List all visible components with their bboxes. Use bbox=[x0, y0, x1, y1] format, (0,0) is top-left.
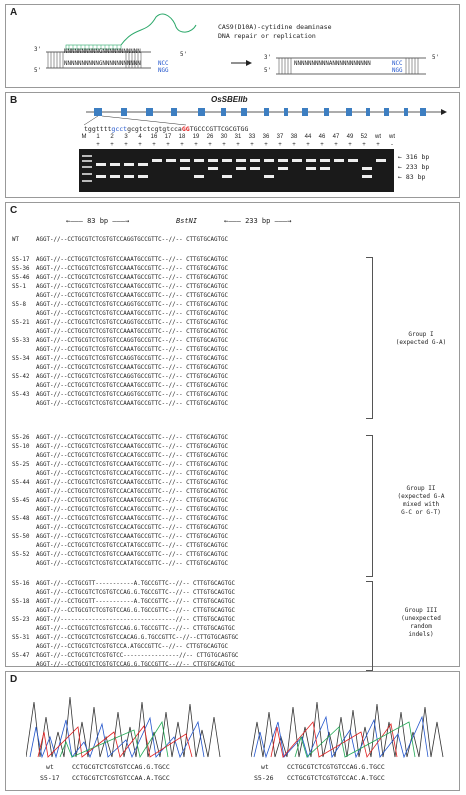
process-label: DNA repair or replication bbox=[218, 32, 316, 40]
sample-sequence: AGGT-//--CCTGCGTCTCGTGTCCAAATGCCGTTC--//-- CTTGTGCAGTGC bbox=[36, 284, 228, 290]
lane-label: 47 bbox=[332, 134, 340, 140]
sample-name: S5-21 bbox=[12, 320, 30, 326]
lane-label: wt bbox=[375, 134, 381, 140]
lane-digest-mark: + bbox=[292, 142, 296, 148]
right-bottom-strand: NNNNNNNNNNANNNNNNNNNNN bbox=[294, 61, 371, 67]
sample-sequence: AGGT-//--CCTGCGTCTCGTGTCCACAG.G.TGCCGTTC--//--CTTGTGCAGTGC bbox=[36, 635, 239, 641]
d-s517-label: S5-17 bbox=[40, 774, 60, 782]
lane-label: 2 bbox=[110, 134, 114, 140]
lane-digest-mark: + bbox=[124, 142, 128, 148]
sample-sequence: AGGT-//--CCTGCGTCTCGTGTCCAAATGCCGTTC--//-- CTTGTGCAGTGC bbox=[36, 462, 228, 468]
sample-sequence: AGGT-//--CCTGCGTCTCGTGTCCAAATGCCGTTC--//-- CTTGTGCAGTGC bbox=[36, 266, 228, 272]
d-wt-seq: CCTGCGTCTCGTGTCCAG.G.TGCC bbox=[72, 763, 170, 771]
sample-name: S5-42 bbox=[12, 374, 30, 380]
sample-name: S5-43 bbox=[12, 392, 30, 398]
lane-digest-mark: + bbox=[362, 142, 366, 148]
left-bottom-strand: NNNNNNNNNNGNNNNNNNNNNN bbox=[64, 61, 141, 67]
panel-d bbox=[5, 671, 460, 791]
sample-sequence: AGGT-//--CCTGCGTCTCGTGTCCAG.G.TGCCGTTC--//-- CTTGTGCAGTGC bbox=[36, 626, 235, 632]
sample-sequence: AGGT-//--CCTGCGTCTCGTGTCCAGGTGCCGTTC--//-- CTTGTGCAGTGC bbox=[36, 320, 228, 326]
lane-digest-mark: + bbox=[166, 142, 170, 148]
sample-name: S5-34 bbox=[12, 356, 30, 362]
sample-sequence: AGGT-//--CCTGCGTCTCGTGTCCACATGCCGTTC--//-- CTTGTGCAGTGC bbox=[36, 489, 228, 495]
panel-c bbox=[5, 202, 460, 667]
sample-name: S5-36 bbox=[12, 266, 30, 272]
lane-label: 46 bbox=[318, 134, 326, 140]
d-wt2-seq: CCTGCGTCTCGTGTCCAG.G.TGCC bbox=[287, 763, 385, 771]
sample-name: S5-16 bbox=[12, 581, 30, 587]
sample-sequence: AGGT-//--CCTGCGTCTCGTGTCCAAATGCCGTTC--//-- CTTGTGCAGTGC bbox=[36, 293, 228, 299]
sample-sequence: AGGT-//--CCTGCGTT-----------A.TGCCGTTC--//-- CTTGTGCAGTGC bbox=[36, 581, 235, 587]
span-83: ←——— 83 bp ———→ bbox=[66, 217, 130, 225]
lane-label: 37 bbox=[276, 134, 284, 140]
sample-sequence: AGGT-//--CCTGCGTCTCGTGTCCAAATGCCGTTC--//-- CTTGTGCAGTGC bbox=[36, 383, 228, 389]
lane-digest-mark: + bbox=[264, 142, 268, 148]
panel-d-label: D bbox=[10, 674, 18, 685]
lane-digest-mark: + bbox=[348, 142, 352, 148]
lane-label: M bbox=[81, 134, 87, 140]
lane-label: 16 bbox=[150, 134, 158, 140]
panel-b-label: B bbox=[10, 95, 18, 106]
sample-sequence: AGGT-//--CCTGCGTCTCGTGTCCACATGCCGTTC--//-- CTTGTGCAGTGC bbox=[36, 507, 228, 513]
sample-sequence: AGGT-//--CCTGCGTCTCGTGTCCAG.G.TGCCGTTC--//-- CTTGTGCAGTGC bbox=[36, 590, 235, 596]
sample-name: S5-33 bbox=[12, 338, 30, 344]
lane-digest-mark: - bbox=[391, 142, 393, 148]
sample-sequence: AGGT-//--CCTGCGTCTCGTGTCCATATGCCGTTC--//-- CTTGTGCAGTGC bbox=[36, 543, 228, 549]
target-sequence: tggttttgcctgcgtctcgtgtccaGGTGCCCGTTCGCGTGG bbox=[84, 125, 249, 133]
sample-sequence: AGGT-//--CCTGCGTCTCGTGTCCAAATGCCGTTC--//-- CTTGTGCAGTGC bbox=[36, 480, 228, 486]
lane-label: 36 bbox=[262, 134, 270, 140]
sample-name: S5-48 bbox=[12, 516, 30, 522]
sample-name: S5-26 bbox=[12, 435, 30, 441]
sample-sequence: AGGT-//--CCTGCGTCTCGTGTCCAGGTGCCGTTC--//-- CTTGTGCAGTGC bbox=[36, 338, 228, 344]
lane-label: 19 bbox=[192, 134, 200, 140]
group-3-label: Group III (unexpected random indels) bbox=[401, 607, 441, 638]
lane-label: 52 bbox=[360, 134, 368, 140]
group-1-brace bbox=[366, 257, 373, 419]
gene-name: OsSBEIIb bbox=[211, 95, 248, 104]
lane-label: 30 bbox=[220, 134, 228, 140]
pam-top-right: NCC bbox=[392, 61, 403, 67]
sample-sequence: AGGT-//--CCTGCGTT-----------A.TGCCGTTC--//-- CTTGTGCAGTGC bbox=[36, 599, 235, 605]
span-bstni: BstNI bbox=[176, 217, 198, 225]
end-5-left-right: 5' bbox=[180, 52, 187, 58]
d-s526-label: S5-26 bbox=[254, 774, 274, 782]
gel-image bbox=[79, 149, 394, 192]
lane-digest-mark: + bbox=[208, 142, 212, 148]
sample-sequence: AGGT-//--CCTGCGTCTCGTGTCCAAATGCCGTTC--//-- CTTGTGCAGTGC bbox=[36, 552, 228, 558]
panel-a-diagram bbox=[6, 5, 459, 87]
sample-sequence: AGGT-//--CCTGCGTCTCGTGTCCAGGTGCCGTTC--//-- CTTGTGCAGTGC bbox=[36, 374, 228, 380]
sample-name: S5-46 bbox=[12, 275, 30, 281]
wt-label: WT bbox=[12, 237, 19, 243]
sample-sequence: AGGT-//--CCTGCGTCTCGTGTCCAG.G.TGCCGTTC--//-- CTTGTGCAGTGC bbox=[36, 608, 235, 614]
lane-digest-mark: + bbox=[376, 142, 380, 148]
sample-sequence: AGGT-//--CCTGCGTCTCGTGTCCAAATGCCGTTC--//-- CTTGTGCAGTGC bbox=[36, 275, 228, 281]
band-233: ← 233 bp bbox=[398, 163, 430, 171]
sample-name: S5-25 bbox=[12, 462, 30, 468]
lane-label: 44 bbox=[304, 134, 312, 140]
lane-label: 49 bbox=[346, 134, 354, 140]
lane-digest-mark: + bbox=[278, 142, 282, 148]
panel-a-label: A bbox=[10, 7, 18, 18]
pam-bottom-left: NGG bbox=[158, 68, 169, 74]
sample-name: S5-10 bbox=[12, 444, 30, 450]
group-1-label: Group I (expected G-A) bbox=[395, 331, 447, 346]
panel-b bbox=[5, 92, 460, 198]
enzyme-label: CAS9(D10A)-cytidine deaminase bbox=[218, 23, 332, 31]
lane-digest-mark: + bbox=[138, 142, 142, 148]
lane-digest-mark: + bbox=[96, 142, 100, 148]
sample-name: S5-23 bbox=[12, 617, 30, 623]
end-3-right: 3' bbox=[264, 55, 271, 61]
wt-sequence: AGGT-//--CCTGCGTCTCGTGTCCAGGTGCCGTTC--//-- CTTGTGCAGTGC bbox=[36, 237, 228, 243]
lane-digest-mark: + bbox=[306, 142, 310, 148]
band-316: ← 316 bp bbox=[398, 153, 430, 161]
lane-label: 26 bbox=[206, 134, 214, 140]
lane-label: wt bbox=[389, 134, 395, 140]
lane-digest-mark: + bbox=[222, 142, 226, 148]
sample-name: S5-45 bbox=[12, 498, 30, 504]
group-2-brace bbox=[366, 435, 373, 577]
sample-name: S5-31 bbox=[12, 635, 30, 641]
lane-digest-mark: + bbox=[110, 142, 114, 148]
lane-digest-mark: + bbox=[236, 142, 240, 148]
sample-name: S5-18 bbox=[12, 599, 30, 605]
sample-name: S5-47 bbox=[12, 653, 30, 659]
left-top-strand: NNNNNNNNNNGNNNNNNNNNNN bbox=[64, 49, 141, 55]
panel-c-label: C bbox=[10, 205, 18, 216]
pam-bottom-right: NGG bbox=[392, 68, 403, 74]
sample-name: S5-52 bbox=[12, 552, 30, 558]
sample-sequence: AGGT-//--CCTGCGTCTCGTGTCCACATGCCGTTC--//-- CTTGTGCAGTGC bbox=[36, 525, 228, 531]
sample-sequence: AGGT-//--CCTGCGTCTCGTGTCCAGGTGCCGTTC--//-- CTTGTGCAGTGC bbox=[36, 356, 228, 362]
gel-bands bbox=[79, 149, 394, 192]
sample-name: S5-50 bbox=[12, 534, 30, 540]
sample-sequence: AGGT-//--CCTGCGTCTCGTGTCCACATGCCGTTC--//-- CTTGTGCAGTGC bbox=[36, 453, 228, 459]
lane-digest-mark: + bbox=[194, 142, 198, 148]
chromatogram-left bbox=[26, 682, 226, 762]
end-5-right: 5' bbox=[264, 68, 271, 74]
span-233: ←——— 233 bp ———→ bbox=[224, 217, 292, 225]
sample-sequence: AGGT-//--CCTGCGTCTCGTGTCCAAATGCCGTTC--//-- CTTGTGCAGTGC bbox=[36, 329, 228, 335]
lane-label: 3 bbox=[124, 134, 128, 140]
lane-digest-mark: + bbox=[152, 142, 156, 148]
sample-sequence: AGGT-//--CCTGCGTCTCGTGTCCAAATGCCGTTC--//-- CTTGTGCAGTGC bbox=[36, 257, 228, 263]
lane-digest-mark: + bbox=[250, 142, 254, 148]
sample-sequence: AGGT-//--CCTGCGTCTCGTGTCCAAATGCCGTTC--//-- CTTGTGCAGTGC bbox=[36, 311, 228, 317]
left-dna-duplex bbox=[46, 14, 196, 68]
d-s517-seq: CCTGCGTCTCGTGTCCAA.A.TGCC bbox=[72, 774, 170, 782]
end-5-left-bottom: 5' bbox=[34, 68, 41, 74]
end-5-far-right: 5' bbox=[432, 55, 439, 61]
group-3-brace bbox=[366, 581, 373, 671]
sample-name: S5-8 bbox=[12, 302, 26, 308]
lane-label: 1 bbox=[96, 134, 100, 140]
d-s526-seq: CCTGCGTCTCGTGTCCAC.A.TGCC bbox=[287, 774, 385, 782]
sample-sequence: AGGT-//--CCTGCGTCTCGTGTCCAAATGCCGTTC--//-- CTTGTGCAGTGC bbox=[36, 365, 228, 371]
sample-name: S5-17 bbox=[12, 257, 30, 263]
lane-label: 31 bbox=[234, 134, 242, 140]
sample-sequence: AGGT-//--CCTGCGTCTCGTGTCCAAATGCCGTTC--//-- CTTGTGCAGTGC bbox=[36, 444, 228, 450]
lane-label: 38 bbox=[290, 134, 298, 140]
lane-label: 33 bbox=[248, 134, 256, 140]
end-3-left-top: 3' bbox=[34, 47, 41, 53]
lane-label: 17 bbox=[164, 134, 172, 140]
sample-sequence: AGGT-//--CCTGCGTCTCGTGTCCAAATGCCGTTC--//-- CTTGTGCAGTGC bbox=[36, 534, 228, 540]
sample-sequence: AGGT-//---------------------------------//-- CTTGTGCAGTGC bbox=[36, 617, 235, 623]
sample-sequence: AGGT-//--CCTGCGTCTCGTGTCCAAATGCCGTTC--//-- CTTGTGCAGTGC bbox=[36, 347, 228, 353]
chromatogram-right bbox=[251, 682, 451, 762]
band-83: ← 83 bp bbox=[398, 173, 426, 181]
lane-digest-mark: + bbox=[180, 142, 184, 148]
sample-sequence: AGGT-//--CCTGCGTCTCGTGTCC----------------//-- CTTGTGCAGTGC bbox=[36, 653, 239, 659]
group-2-label: Group II (expected G-A mixed with G-C or G-T) bbox=[397, 485, 445, 516]
sample-name: S5-44 bbox=[12, 480, 30, 486]
sample-sequence: AGGT-//--CCTGCGTCTCGTGTCCAAATGCCGTTC--//-- CTTGTGCAGTGC bbox=[36, 401, 228, 407]
sample-sequence: AGGT-//--CCTGCGTCTCGTGTCCAGGTGCCGTTC--//-- CTTGTGCAGTGC bbox=[36, 302, 228, 308]
lane-label: 18 bbox=[178, 134, 186, 140]
sample-sequence: AGGT-//--CCTGCGTCTCGTGTCCAG.G.TGCCGTTC--//-- CTTGTGCAGTGC bbox=[36, 662, 235, 668]
sample-sequence: AGGT-//--CCTGCGTCTCGTGTCCATATGCCGTTC--//-- CTTGTGCAGTGC bbox=[36, 561, 228, 567]
panel-a bbox=[5, 4, 460, 88]
d-wt-label: wt bbox=[46, 763, 54, 771]
sample-sequence: AGGT-//--CCTGCGTCTCGTGTCCAGGTGCCGTTC--//-- CTTGTGCAGTGC bbox=[36, 392, 228, 398]
sample-sequence: AGGT-//--CCTGCGTCTCGTGTCCA.ATGCCGTTC--//-- CTTGTGCAGTGC bbox=[36, 644, 228, 650]
sample-sequence: AGGT-//--CCTGCGTCTCGTGTCCAAATGCCGTTC--//-- CTTGTGCAGTGC bbox=[36, 498, 228, 504]
d-wt2-label: wt bbox=[261, 763, 269, 771]
pam-top-left: NCC bbox=[158, 61, 169, 67]
sample-sequence: AGGT-//--CCTGCGTCTCGTGTCCACATGCCGTTC--//-- CTTGTGCAGTGC bbox=[36, 435, 228, 441]
sample-name: S5-1 bbox=[12, 284, 26, 290]
lane-digest-mark: + bbox=[334, 142, 338, 148]
sample-sequence: AGGT-//--CCTGCGTCTCGTGTCCACATGCCGTTC--//-- CTTGTGCAGTGC bbox=[36, 471, 228, 477]
lane-digest-mark: + bbox=[320, 142, 324, 148]
lane-label: 4 bbox=[138, 134, 142, 140]
sample-sequence: AGGT-//--CCTGCGTCTCGTGTCCAAATGCCGTTC--//-- CTTGTGCAGTGC bbox=[36, 516, 228, 522]
